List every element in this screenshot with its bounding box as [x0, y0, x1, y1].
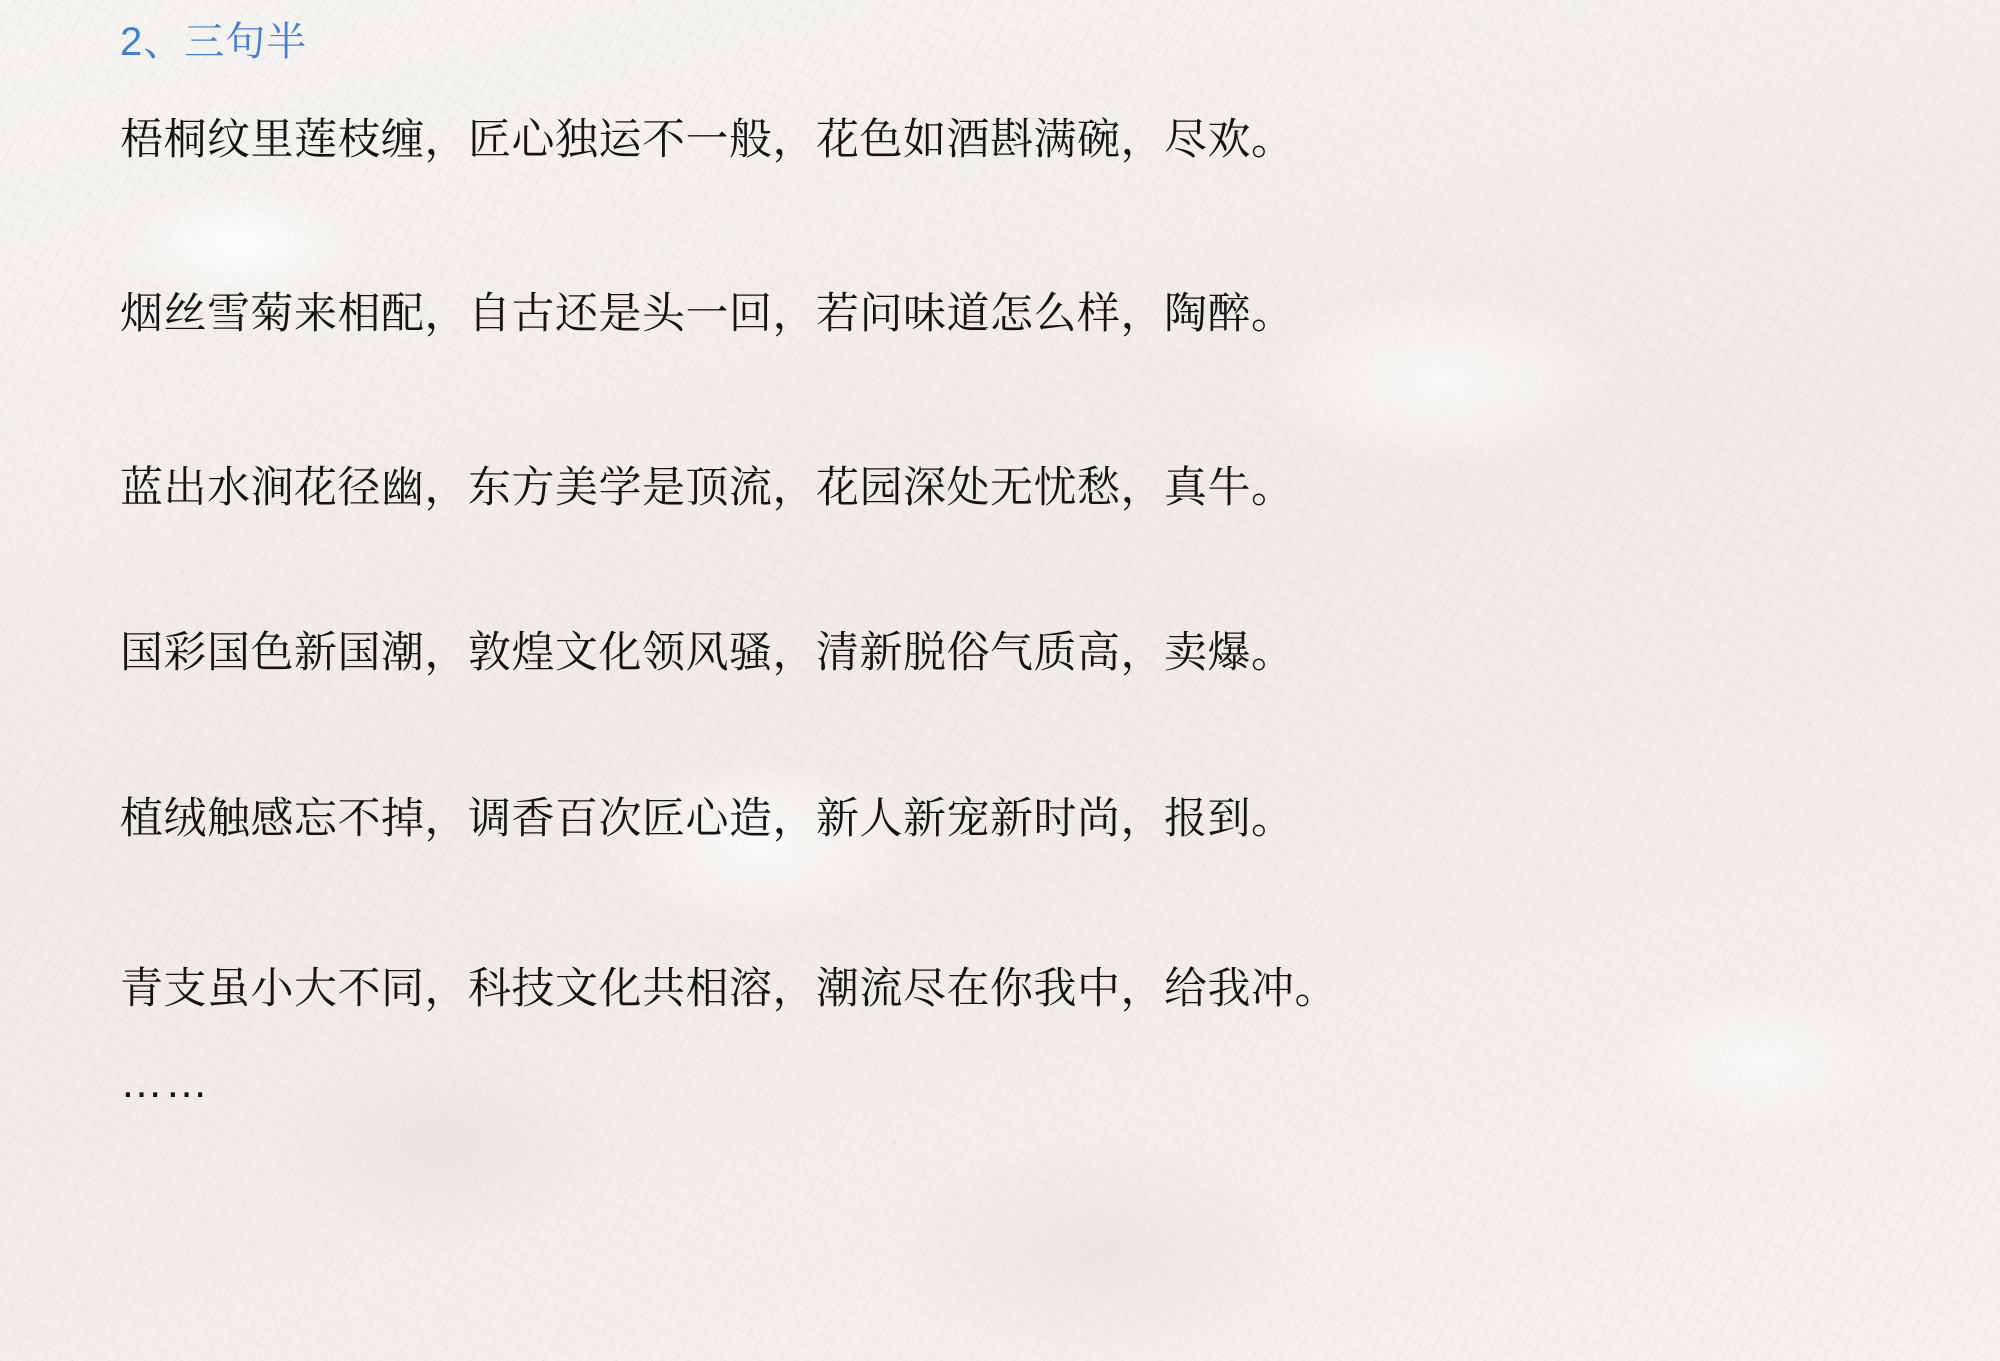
verse-line: 烟丝雪菊来相配，自古还是头一回，若问味道怎么样，陶醉。: [120, 289, 1295, 338]
verse-line: 青支虽小大不同，科技文化共相溶，潮流尽在你我中，给我冲。: [120, 964, 1338, 1013]
verse-line: 国彩国色新国潮，敦煌文化领风骚，清新脱俗气质高，卖爆。: [120, 629, 1295, 678]
verse-list: [120, 114, 1880, 1017]
ellipsis-text: ……: [120, 1058, 210, 1107]
verse-line: 植绒触感忘不掉，调香百次匠心造，新人新宠新时尚，报到。: [120, 795, 1295, 843]
verse-line: 蓝出水涧花径幽，东方美学是顶流，花园深处无忧愁，真牛。: [120, 463, 1295, 512]
verse-line: 梧桐纹里莲枝缠，匠心独运不一般，花色如酒斟满碗，尽欢。: [120, 116, 1295, 164]
section-heading: 2、三句半: [120, 20, 308, 64]
